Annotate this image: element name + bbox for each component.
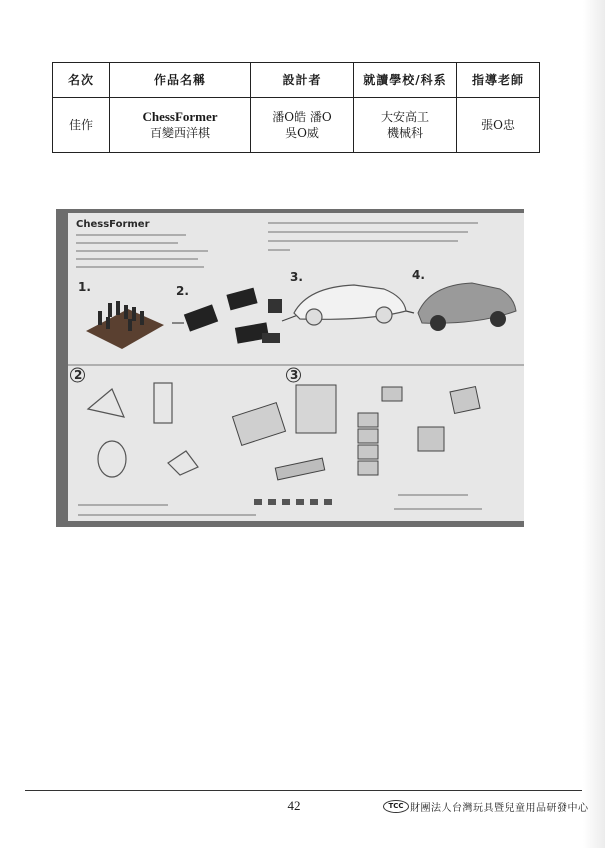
organization-name: 財團法人台灣玩具暨兒童用品研發中心 (410, 803, 589, 814)
step-label-4: 4. (412, 268, 425, 282)
cell-teacher: 張O忠 (457, 98, 540, 153)
page-edge-shadow (583, 0, 605, 848)
school-name: 大安高工 (380, 110, 429, 124)
poster-handwriting-lines (78, 495, 482, 515)
header-title: 作品名稱 (110, 63, 251, 98)
cell-title (110, 98, 251, 153)
designers-line-2: 吳O威 (285, 126, 319, 140)
section-number-3: 3 (290, 368, 299, 382)
poster-text-lines-right (268, 223, 478, 250)
header-teacher: 指導老師 (457, 63, 540, 98)
organization-logo: TCC (383, 800, 409, 813)
table-header-row (53, 63, 540, 98)
mechanism-sketches (88, 383, 198, 477)
design-poster (68, 213, 524, 521)
department-name: 機械科 (386, 126, 423, 140)
poster-illustration (68, 213, 524, 521)
chessboard-illustration (86, 301, 164, 349)
title-chinese: 百變西洋棋 (149, 126, 210, 140)
chain-of-blocks (254, 499, 332, 505)
poster-photo (56, 209, 524, 527)
cell-designers (251, 98, 354, 153)
designers-line-1: 潘O皓 潘O (272, 110, 332, 124)
page-number: 42 (287, 798, 301, 813)
step-label-2: 2. (176, 284, 189, 298)
poster-text-lines-left (76, 235, 208, 267)
award-table (52, 62, 540, 153)
car-sketch (294, 285, 406, 325)
grid-block-illustration (232, 385, 336, 480)
section-number-2: 2 (74, 368, 83, 382)
table-row (53, 98, 540, 153)
footer-rule (25, 790, 582, 791)
step-label-1: 1. (78, 280, 91, 294)
cell-school (354, 98, 457, 153)
header-school: 就讀學校/科系 (354, 63, 457, 98)
checkered-blocks-illustration (184, 288, 282, 344)
title-english: ChessFormer (142, 109, 218, 124)
cell-rank: 佳作 (53, 98, 110, 153)
step-label-3: 3. (290, 270, 303, 284)
poster-heading: ChessFormer (76, 219, 150, 230)
stacked-cubes (358, 387, 480, 475)
car-render (418, 283, 516, 331)
header-designer: 設計者 (251, 63, 354, 98)
header-rank: 名次 (53, 63, 110, 98)
